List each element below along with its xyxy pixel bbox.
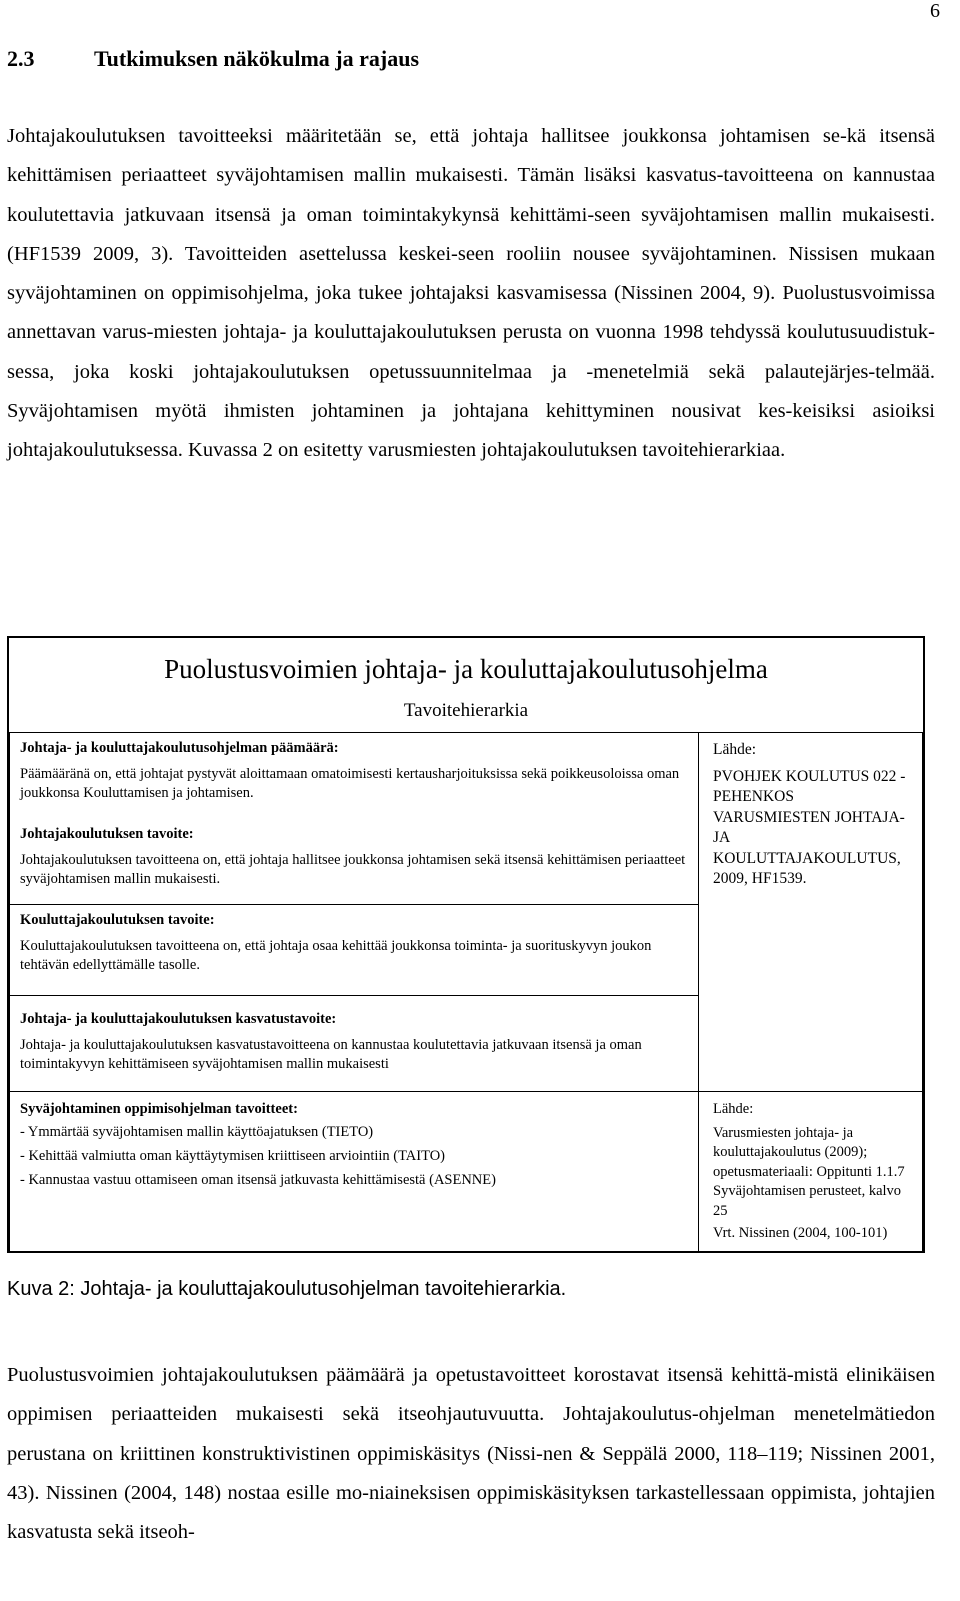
goal-item: - Kannustaa vastuu ottamiseen oman itsensä jatkuvasta kehittämisestä (ASENNE) — [20, 1172, 496, 1188]
deep-leadership-goals-heading: Syväjohtaminen oppimisohjelman tavoitteet: — [20, 1101, 298, 1117]
figure-title: Puolustusvoimien johtaja- ja kouluttajakoulutusohjelma — [164, 654, 768, 684]
deep-leadership-goals-box — [9, 1091, 699, 1251]
education-goal-box — [9, 995, 699, 1092]
figure-subtitle: Tavoitehierarkia — [403, 700, 529, 721]
section-number: 2.3 — [7, 46, 35, 71]
trainer-goal-text: Kouluttajakoulutuksen tavoitteena on, että johtaja osaa kehittää joukkonsa toiminta- ja suorituskyvyn joukon tehtävän edellyttämälle tasolle. — [20, 938, 652, 973]
source-2-text: Varusmiesten johtaja- ja kouluttajakoulutus (2009); opetusmateriaali: Oppitunti 1.1.7 Syväjohtamisen perusteet, kalvo 25 — [713, 1124, 905, 1219]
leader-training-goal-heading: Johtajakoulutuksen tavoite: — [20, 826, 194, 842]
program-goal-heading: Johtaja- ja kouluttajakoulutusohjelman päämäärä: — [20, 740, 339, 756]
page-number: 6 — [930, 0, 940, 22]
education-goal-heading: Johtaja- ja kouluttajakoulutuksen kasvatustavoite: — [20, 1011, 337, 1027]
education-goal-text: Johtaja- ja kouluttajakoulutuksen kasvatustavoitteena on kannustaa koulutettavia jatkuvaan itsensä ja oman toimintakyvyn kehittämiseen syväjohtamisen mallin mukaisesti — [20, 1037, 642, 1072]
trainer-goal-heading: Kouluttajakoulutuksen tavoite: — [20, 912, 215, 928]
goal-item: - Ymmärtää syväjohtamisen mallin käyttöajatuksen (TIETO) — [20, 1124, 374, 1140]
program-goal-text: Päämääränä on, että johtajat pystyvät aloittamaan omatoimisesti kertausharjoituksissa sekä poikkeusoloissa oman joukkonsa Kouluttamisen ja johtamisen. — [20, 766, 680, 801]
source-2-extra: Vrt. Nissinen (2004, 100-101) — [713, 1225, 888, 1241]
paragraph-1: Johtajakoulutuksen tavoitteeksi määritetään se, että johtaja hallitsee joukkonsa johtamisen se-kä itsensä kehittämisen periaatteet syväjohtamisen mallin mukaisesti. Tämän lisäksi kasvatus-tavoitteena on kannustaa koulutettavia jatkuvaan itsensä ja oman toimintakykynsä kehittämi-seen syväjohtamisen mallin mukaisesti. (HF1539 2009, 3). Tavoitteiden asettelussa keskei-seen rooliin nousee syväjohtaminen. Nissisen mukaan syväjohtaminen on oppimisohjelma, joka tukee johtajaksi kasvamisessa (Nissinen 2004, 9). Puolustusvoimissa annettavan varus-miesten johtaja- ja kouluttajakoulutuksen perusta on vuonna 1998 tehdyssä koulutusuudistuk-sessa, joka koski johtajakoulutuksen opetussuunnitelmaa ja -menetelmiä sekä palautejärjes-telmää. Syväjohtamisen myötä ihmisten johtaminen ja johtajana kehittyminen nousivat kes-keisiksi asioiksi johtajakoulutuksessa. Kuvassa 2 on esitetty varusmiesten johtajakoulutuksen tavoitehierarkiaa. — [7, 125, 935, 462]
goal-item: - Kehittää valmiutta oman käyttäytymisen kriittiseen arviointiin (TAITO) — [20, 1148, 446, 1164]
figure-caption: Kuva 2: Johtaja- ja kouluttajakoulutusohjelman tavoitehierarkia. — [7, 1278, 567, 1300]
source-2-label: Lähde: — [713, 1101, 754, 1117]
leader-training-goal-text: Johtajakoulutuksen tavoitteena on, että johtaja hallitsee joukkonsa johtamisen sekä itsensä kehittämisen periaatteet syväjohtamisen mallin mukaisesti. — [20, 852, 686, 887]
program-goal-box — [9, 732, 699, 905]
source-box-1 — [698, 732, 923, 1092]
section-title: Tutkimuksen näkökulma ja rajaus — [94, 46, 420, 71]
source-1-label: Lähde: — [713, 741, 757, 758]
paragraph-2: Puolustusvoimien johtajakoulutuksen päämäärä ja opetustavoitteet korostavat itsensä kehittä-mistä elinikäisen oppimisen periaatteiden mukaisesti sekä itseohjautuvuutta. Johtajakoulutus-ohjelman menetelmätiedon perustana on kriittinen konstruktivistinen oppimiskäsitys (Nissi-nen & Seppälä 2000, 118–119; Nissinen 2001, 43). Nissinen (2004, 148) nostaa esille mo-niaineksisen oppimiskäsityksen tarkastellessaan oppimista, johtajien kasvatusta sekä itseoh- — [7, 1364, 935, 1544]
goal-hierarchy-figure — [7, 636, 925, 1253]
section-heading — [7, 46, 419, 72]
source-box-2 — [698, 1091, 923, 1251]
source-1-text: PVOHJEK KOULUTUS 022 - PEHENKOS VARUSMIESTEN JOHTAJA- JA KOULUTTAJAKOULUTUS, 2009, HF1539. — [713, 767, 906, 887]
trainer-goal-box — [9, 904, 699, 996]
